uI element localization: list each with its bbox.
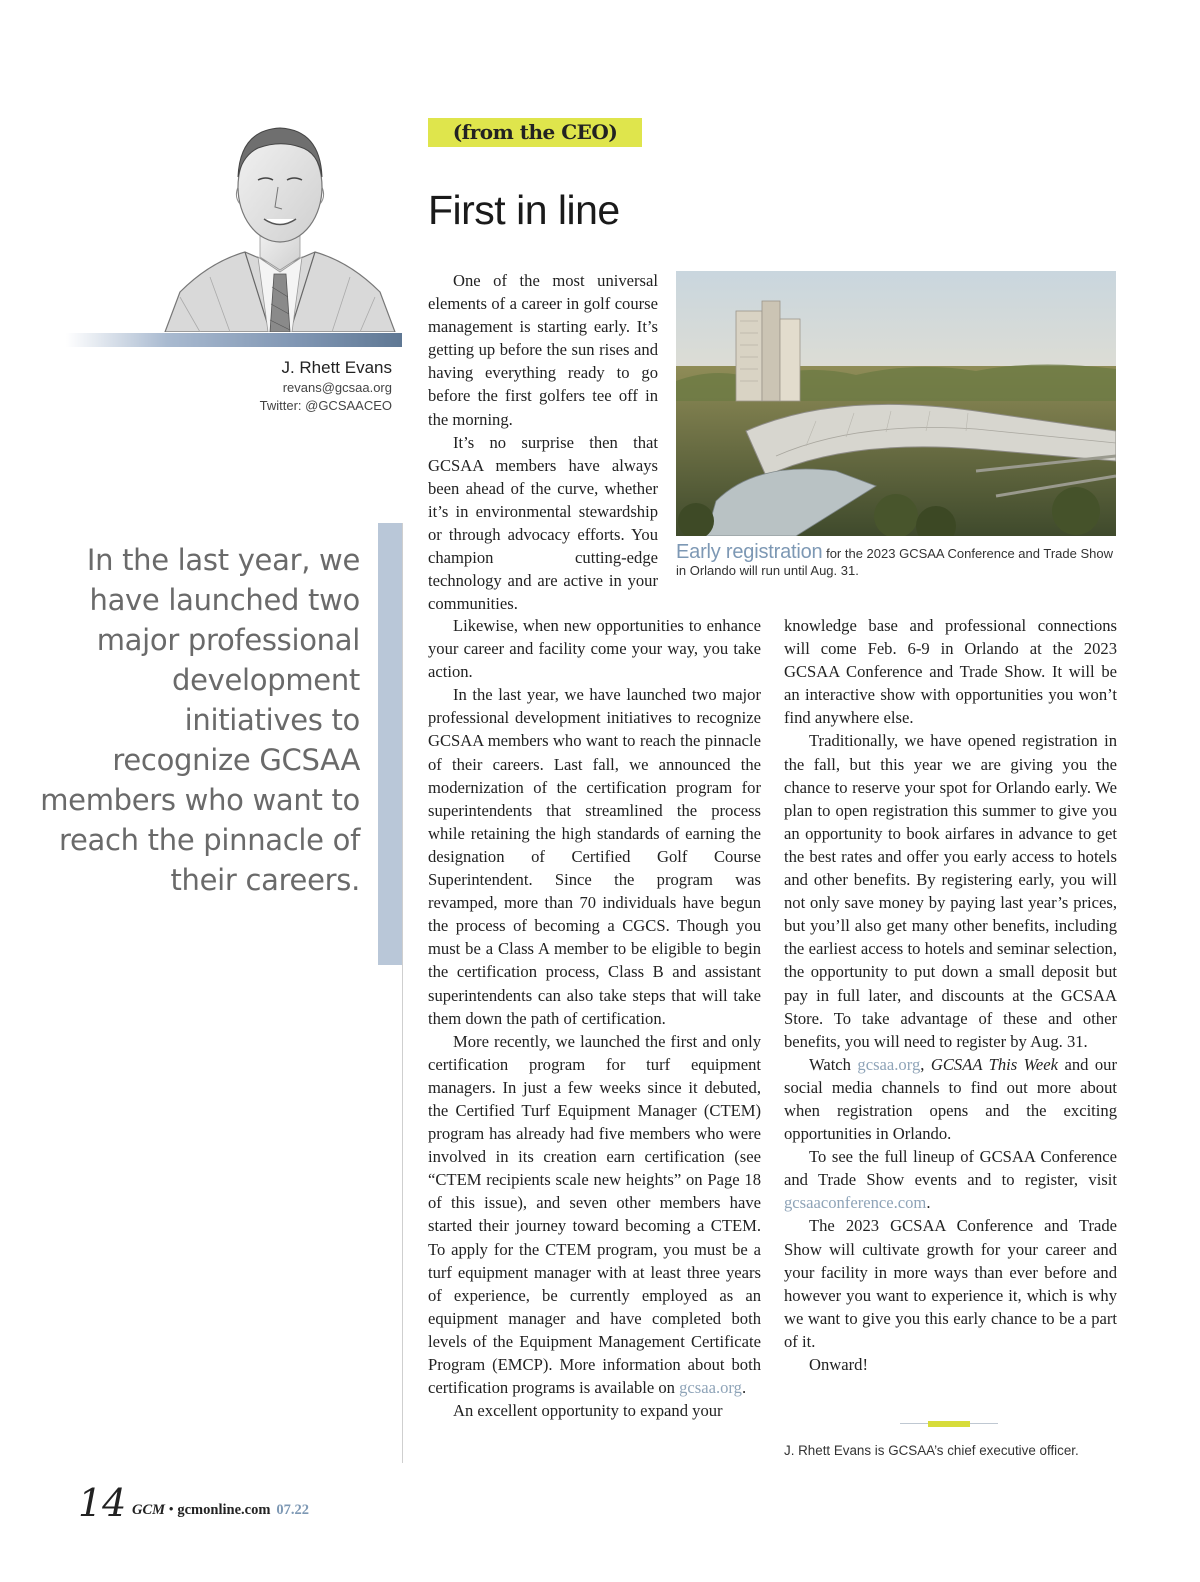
photo-caption: [676, 541, 1116, 579]
paragraph: One of the most universal elements of a career in golf course management is starting early. It’s getting up before the sun rises and having everything ready to go before the first golfers tee off in the morning.: [428, 271, 658, 429]
footer-bullet: •: [165, 1502, 178, 1518]
paragraph-text: .: [926, 1193, 931, 1213]
author-name: J. Rhett Evans: [281, 358, 392, 377]
paragraph: [784, 1145, 1117, 1214]
gcsaa-link[interactable]: gcsaa.org: [857, 1054, 921, 1074]
end-mark-accent: [928, 1421, 970, 1427]
paragraph: [784, 1053, 1117, 1145]
body-column-2: [784, 614, 1117, 1376]
end-mark: [900, 1421, 998, 1427]
paragraph: Onward!: [809, 1355, 868, 1374]
author-bio: J. Rhett Evans is GCSAA’s chief executive officer.: [784, 1443, 1079, 1458]
paragraph: An excellent opportunity to expand your: [453, 1401, 723, 1421]
paragraph-text: Watch: [809, 1054, 858, 1074]
paragraph: Likewise, when new opportunities to enhance your career and facility come your way, you take action.: [428, 616, 761, 682]
author-portrait: [160, 92, 400, 332]
caption-text: for the 2023 GCSAA Conference and Trade Show in Orlando will run until Aug. 31.: [676, 546, 1113, 578]
paragraph: [428, 1030, 761, 1400]
magazine-name: GCM: [132, 1502, 166, 1518]
convention-center-photo: [676, 271, 1116, 536]
pull-quote-bar: [378, 523, 402, 965]
show-title: GCSAA This Week: [930, 1054, 1059, 1074]
caption-lead: Early registration: [676, 541, 823, 563]
body-column-1-top: [428, 269, 658, 615]
gcsaa-link[interactable]: gcsaa.org: [679, 1378, 742, 1398]
paragraph-text: More recently, we launched the first and only certification program for turf equipment managers. In just a few weeks since it debuted, the Certified Turf Equipment Manager (CTEM) program has already had five members who were involved in its creation earn certification (see “CTEM recipients scale new heights” on Page 18 of this issue), and seven other members have started their journey toward becoming a CTEM. To apply for the CTEM program, you must be a turf equipment manager with at least three years of experience, be currently employed as an equipment manager and have completed both levels of the Equipment Management Certificate Program (EMCP). More information about both certification programs is available on: [428, 1031, 761, 1398]
paragraph-text: ,: [920, 1054, 931, 1074]
publication-line: [132, 1502, 309, 1519]
author-twitter: Twitter: @GCSAACEO: [259, 398, 392, 413]
paragraph: Traditionally, we have opened registration in the fall, but this year we are giving you the chance to reserve your spot for Orlando early. We plan to open registration this summer to give you an opportunity to book airfares in advance to get the best rates and offer you early access to hotels and other benefits. By registering early, you will not only save money by paying last year’s prices, but you’ll also get many other benefits, including the earliest access to hotels and seminar selection, the opportunity to put down a small deposit but pay in full later, and discounts at the GCSAA Store. To take advantage of these and other benefits, you will need to register by Aug. 31.: [784, 731, 1117, 1051]
body-column-1: [428, 614, 761, 1422]
issue-date: 07.22: [276, 1502, 310, 1518]
article-headline: First in line: [428, 187, 620, 233]
paragraph-text: .: [741, 1378, 747, 1398]
website: gcmonline.com: [177, 1502, 271, 1518]
portrait-rule: [66, 333, 402, 347]
conference-link[interactable]: gcsaaconference.com: [784, 1193, 927, 1213]
column-divider: [402, 523, 403, 1463]
pull-quote: In the last year, we have launched two major professional development initiatives to recognize GCSAA members who want to reach the pinnacle of their careers.: [40, 543, 360, 897]
author-block: [260, 357, 392, 415]
paragraph: knowledge base and professional connections will come Feb. 6-9 in Orlando at the 2023 GCSAA Conference and Trade Show. It will be an interactive show with opportunities you won’t find anywhere else.: [784, 616, 1117, 728]
paragraph-text: To see the full lineup of GCSAA Conference and Trade Show events and to register, visit: [784, 1147, 1117, 1190]
author-email: revans@gcsaa.org: [282, 380, 392, 395]
paragraph-text: and our social media channels to find out more about when registration opens and the exciting opportunities in Orlando.: [784, 1054, 1118, 1144]
page-number: 14: [78, 1481, 127, 1525]
paragraph: In the last year, we have launched two major professional development initiatives to recognize GCSAA members who want to reach the pinnacle of their careers. Last fall, we announced the modernization of the certification program for superintendents that streamlined the process while retaining the high standards of earning the designation of Certified Golf Course Superintendent. Since the program was revamped, more than 70 individuals have begun the process of becoming a CGCS. Though you must be a Class A member to be eligible to begin the certification process, Class B and assistant superintendents can also take steps that will take them down the path of certification.: [428, 685, 761, 1028]
paragraph: The 2023 GCSAA Conference and Trade Show will cultivate growth for your career and your facility in more ways than ever before and however you want to experience it, which is why we want to give you this early chance to be a part of it.: [784, 1216, 1117, 1351]
section-kicker: (from the CEO): [428, 118, 642, 147]
paragraph: It’s no surprise then that GCSAA members have always been ahead of the curve, whether it’s in environmental stewardship or through advocacy efforts. You champion cutting-edge technology and are active in your communities.: [428, 432, 658, 614]
